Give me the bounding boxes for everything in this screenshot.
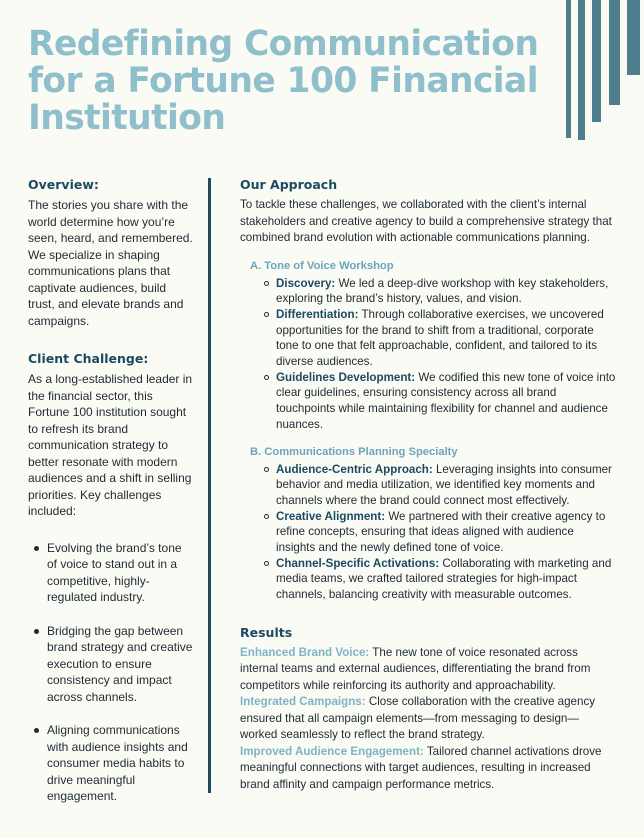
- bullet-icon: [34, 546, 39, 551]
- bar: [627, 0, 640, 75]
- result-item: [240, 694, 616, 744]
- circle-bullet-icon: [264, 312, 269, 317]
- challenge-list: [28, 540, 193, 805]
- item-text: We partnered with their creative agency to refine concepts, ensuring that ideas aligned with audience insights and the newly defined tone of voice.: [276, 509, 606, 555]
- right-column: [240, 177, 616, 793]
- result-lead: Integrated Campaigns:: [240, 695, 366, 709]
- circle-bullet-icon: [264, 467, 269, 472]
- left-column: [28, 177, 193, 822]
- list-item: [262, 276, 616, 307]
- item-lead: Discovery:: [276, 276, 336, 290]
- bar: [609, 0, 620, 105]
- item-text: We led a deep-dive workshop with key stakeholders, exploring the brand’s history, values, and vision.: [276, 276, 609, 306]
- list-item: [262, 509, 616, 556]
- result-lead: Improved Audience Engagement:: [240, 744, 424, 758]
- item-lead: Audience-Centric Approach:: [276, 462, 433, 476]
- decorative-bars: [554, 0, 644, 140]
- bar: [578, 0, 585, 140]
- approach-heading: Our Approach: [240, 177, 338, 192]
- bar: [592, 0, 601, 122]
- item-lead: Creative Alignment:: [276, 509, 386, 523]
- list-item: [262, 307, 616, 370]
- section-b-title: B. Communications Planning Specialty: [250, 445, 458, 458]
- list-item-text: Aligning communications with audience insights and consumer media habits to drive meaningful engagement.: [47, 723, 188, 803]
- bullet-icon: [34, 629, 39, 634]
- result-text: The new tone of voice resonated across internal teams and external audiences, differentiating the brand from competitors while reinforcing its authority and approachability.: [240, 645, 591, 692]
- page-title: Redefining Communication for a Fortune 100 Financial Institution: [28, 24, 539, 138]
- result-text: Tailored channel activations drove meaningful connections with target audiences, resulting in increased brand affinity and campaign performance metrics.: [240, 744, 602, 791]
- list-item: [262, 556, 616, 603]
- item-lead: Guidelines Development:: [276, 370, 416, 384]
- list-item: [28, 623, 193, 706]
- item-lead: Differentiation:: [276, 307, 359, 321]
- section-a-list: [262, 276, 616, 433]
- item-text: Leveraging insights into consumer behavior and media utilization, we identified key moments and channels where the brand could connect most effectively.: [276, 462, 612, 507]
- item-text: Collaborating with marketing and media teams, we crafted tailored strategies for high-impact channels, balancing creativity with measurable outcomes.: [276, 556, 612, 602]
- overview-heading: Overview:: [28, 177, 99, 192]
- circle-bullet-icon: [264, 281, 269, 286]
- circle-bullet-icon: [264, 375, 269, 380]
- section-a-title: A. Tone of Voice Workshop: [250, 259, 394, 272]
- challenge-heading: Client Challenge:: [28, 351, 149, 366]
- result-lead: Enhanced Brand Voice:: [240, 645, 370, 659]
- result-text: Close collaboration with the creative agency ensured that all campaign elements—from messaging to design—worked seamlessly to reflect the brand strategy.: [240, 695, 596, 742]
- column-divider: [208, 178, 211, 793]
- section-b-list: [262, 462, 616, 603]
- result-item: [240, 744, 616, 794]
- challenge-text: As a long-established leader in the financial sector, this Fortune 100 institution sought to refresh its brand communication strategy to better resonate with modern audiences and a shift in selling priorities. Key challenges included:: [28, 372, 193, 518]
- list-item-text: Bridging the gap between brand strategy and creative execution to ensure consistency and impact across channels.: [47, 623, 193, 704]
- bar: [566, 0, 571, 138]
- results-heading: Results: [240, 624, 293, 640]
- circle-bullet-icon: [264, 514, 269, 519]
- item-lead: Channel-Specific Activations:: [276, 556, 440, 570]
- item-text: We codified this new tone of voice into clear guidelines, ensuring consistency across all brand touchpoints while maintaining flexibility for channel and audience nuances.: [276, 370, 616, 431]
- item-text: Through collaborative exercises, we uncovered opportunities for the brand to shift from a traditional, corporate tone to one that felt approachable, confident, and tailored to its diverse audiences.: [276, 307, 604, 369]
- overview-text: The stories you share with the world determine how you’re seen, heard, and remembered. We specialize in shaping communications plans that captivate audiences, build trust, and elevate brands and campaigns.: [28, 198, 193, 328]
- list-item: [28, 540, 193, 606]
- list-item: [262, 370, 616, 433]
- list-item: [28, 722, 193, 805]
- approach-intro: To tackle these challenges, we collaborated with the client’s internal stakeholders and creative agency to build a comprehensive strategy that combined brand evolution with actionable communications planning.: [240, 198, 612, 244]
- list-item: [262, 462, 616, 509]
- list-item-text: Evolving the brand’s tone of voice to stand out in a competitive, highly-regulated industry.: [47, 540, 182, 604]
- result-item: [240, 645, 616, 695]
- circle-bullet-icon: [264, 561, 269, 566]
- bullet-icon: [34, 728, 39, 733]
